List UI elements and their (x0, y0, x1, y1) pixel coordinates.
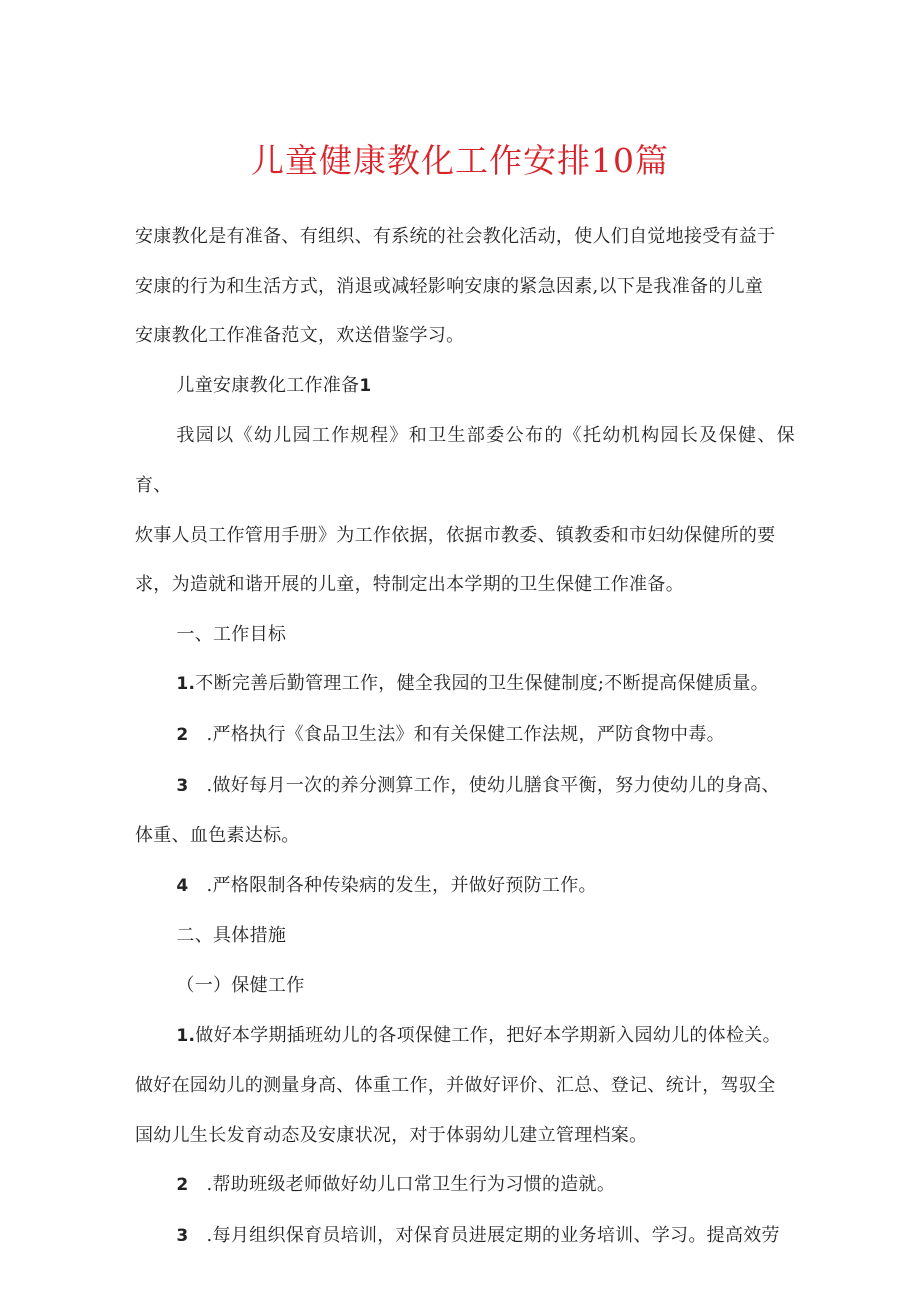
measure-item-1 (135, 1011, 795, 1062)
goal-item-number: 2 (176, 724, 189, 745)
measure-item-1-continuation-2: 国幼儿生长发育动态及安康状况，对于体弱幼儿建立管理档案。 (135, 1124, 648, 1146)
goal-item-2 (135, 710, 795, 761)
measure-item-text: .帮助班级老师做好幼儿口常卫生行为习惯的造就。 (206, 1174, 616, 1196)
goals-heading: 一、工作目标 (176, 623, 287, 645)
measure-item-number: 2 (176, 1175, 189, 1196)
section-intro-line-3: 求，为造就和谐开展的儿童，特制定出本学期的卫生保健工作准备。 (135, 574, 684, 596)
measure-item-number: 1. (176, 1025, 196, 1046)
goal-item-number: 3 (176, 775, 189, 796)
measure-item-text: 做好本学期插班幼儿的各项保健工作，把好本学期新入园幼儿的体检关。 (195, 1024, 781, 1046)
measures-sub-heading: （一）保健工作 (176, 974, 305, 996)
document-title: 儿童健康教化工作安排10篇 (251, 141, 669, 180)
goal-item-text: 不断完善后勤管理工作，健全我园的卫生保健制度;不断提高保健质量。 (195, 673, 769, 695)
section-heading-number: 1 (359, 375, 372, 396)
goal-item-text: .做好每月一次的养分测算工作，使幼儿膳食平衡，努力使幼儿的身高、 (206, 774, 780, 796)
goal-item-text: .严格执行《食品卫生法》和有关保健工作法规，严防食物中毒。 (206, 723, 725, 745)
measure-item-text: .每月组织保育员培训，对保育员进展定期的业务培训、学习。提高效劳 (206, 1224, 780, 1246)
goal-item-3-continuation: 体重、血色素达标。 (135, 825, 300, 847)
goal-item-4 (135, 861, 795, 912)
goal-item-number: 4 (176, 875, 189, 896)
goal-item-text: .严格限制各种传染病的发生，并做好预防工作。 (206, 874, 597, 896)
section-intro-line-1: 我园以《幼儿园工作规程》和卫生部委公布的《托幼机构园长及保健、保育、 (135, 425, 795, 496)
section-intro-line-2: 炊事人员工作管用手册》为工作依据，依据市教委、镇教委和市妇幼保健所的要 (135, 524, 776, 546)
goal-item-number: 1. (176, 674, 196, 695)
intro-line-3: 安康教化工作准备范文，欢送借鉴学习。 (135, 325, 465, 347)
intro-line-2: 安康的行为和生活方式，消退或减轻影响安康的紧急因素,以下是我准备的儿童 (135, 275, 764, 297)
measure-item-2 (135, 1160, 795, 1211)
measure-item-number: 3 (176, 1225, 189, 1246)
section-heading (135, 361, 795, 412)
measure-item-3 (135, 1211, 795, 1262)
measure-item-1-continuation-1: 做好在园幼儿的测量身高、体重工作，并做好评价、汇总、登记、统计，驾驭全 (135, 1075, 776, 1097)
goal-item-3 (135, 761, 795, 812)
intro-line-1: 安康教化是有准备、有组织、有系统的社会教化活动，使人们自觉地接受有益于 (135, 226, 776, 247)
goal-item-1 (135, 659, 795, 710)
section-heading-text: 儿童安康教化工作准备 (176, 374, 360, 396)
document-body (135, 212, 795, 1261)
measures-heading: 二、具体措施 (176, 925, 287, 947)
